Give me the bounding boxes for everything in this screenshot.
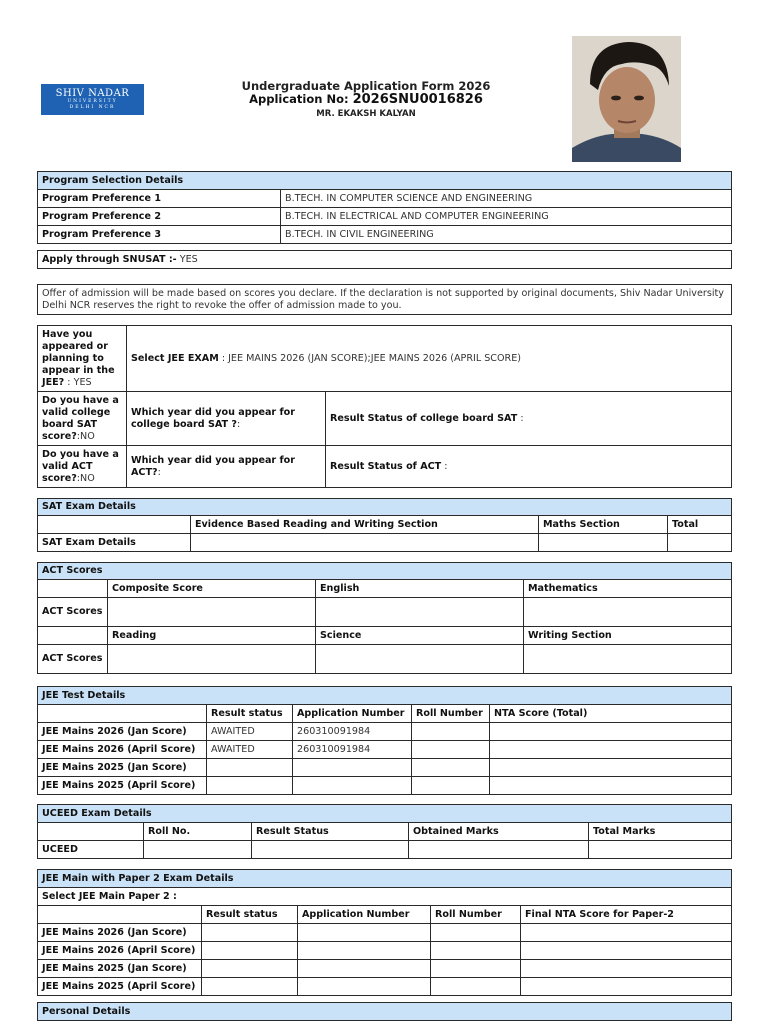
act-mathematics-value (524, 598, 732, 627)
sat-col-maths: Maths Section (539, 516, 668, 534)
jee-application-number: 260310091984 (293, 723, 412, 741)
jee-col-result: Result status (207, 705, 293, 723)
paper2-header-blank (38, 906, 202, 924)
uceed-row-label: UCEED (38, 841, 144, 859)
jee-col-application: Application Number (293, 705, 412, 723)
program-selection-table (37, 171, 732, 244)
table-row (38, 924, 732, 942)
jee-col-roll: Roll Number (412, 705, 490, 723)
uceed-header-blank (38, 823, 144, 841)
uceed-col-result: Result Status (252, 823, 409, 841)
uceed-col-obtained: Obtained Marks (409, 823, 589, 841)
uceed-section-header: UCEED Exam Details (38, 805, 732, 823)
act-writing-value (524, 645, 732, 674)
act-header-blank-2 (38, 627, 108, 645)
paper2-row-label: JEE Mains 2026 (Jan Score) (38, 924, 202, 942)
table-row (38, 741, 732, 759)
act-question-text: Do you have a valid ACT score? (42, 448, 119, 484)
jee-row-label: JEE Mains 2026 (Jan Score) (38, 723, 207, 741)
act-row-label-2: ACT Scores (38, 645, 108, 674)
paper2-row-label: JEE Mains 2026 (April Score) (38, 942, 202, 960)
notice-table (37, 284, 732, 315)
jee-result-status: AWAITED (207, 723, 293, 741)
jee-application-number (293, 759, 412, 777)
jee-row-label: JEE Mains 2025 (Jan Score) (38, 759, 207, 777)
uceed-total-value (589, 841, 732, 859)
paper2-row-label: JEE Mains 2025 (April Score) (38, 978, 202, 996)
jee-roll-number (412, 723, 490, 741)
jee-result-status (207, 759, 293, 777)
jee-result-status (207, 777, 293, 795)
jee-col-nta: NTA Score (Total) (490, 705, 732, 723)
personal-details-table (37, 1002, 732, 1021)
jee-section-header: JEE Test Details (38, 687, 732, 705)
program-preference-3-label: Program Preference 3 (38, 226, 281, 244)
application-number-label: Application No: (249, 92, 349, 106)
program-preference-1-label: Program Preference 1 (38, 190, 281, 208)
jee-exam-label: Select JEE EXAM (131, 352, 219, 364)
sat-question-text: Do you have a valid college board SAT score? (42, 394, 119, 442)
table-row (38, 759, 732, 777)
act-english-value (316, 598, 524, 627)
act-result-question (326, 446, 732, 488)
sat-col-total: Total (668, 516, 732, 534)
sat-question-answer: :NO (76, 430, 95, 442)
logo-line-3: DELHI NCR (69, 105, 116, 110)
act-header-blank-1 (38, 580, 108, 598)
paper2-col-application: Application Number (298, 906, 431, 924)
act-year-text: Which year did you appear for ACT? (131, 454, 295, 478)
snusat-label: Apply through SNUSAT :- (42, 253, 177, 265)
act-col-composite: Composite Score (108, 580, 316, 598)
paper2-col-nta: Final NTA Score for Paper-2 (521, 906, 732, 924)
jee-application-number (293, 777, 412, 795)
program-preference-2-value: B.TECH. IN ELECTRICAL AND COMPUTER ENGINEERING (281, 208, 732, 226)
jee-nta-score (490, 777, 732, 795)
jee-row-label: JEE Mains 2026 (April Score) (38, 741, 207, 759)
paper2-col-roll: Roll Number (431, 906, 521, 924)
act-year-answer: : (157, 466, 161, 478)
sat-row-label: SAT Exam Details (38, 534, 191, 552)
snusat-value: YES (176, 253, 198, 265)
uceed-obtained-value (409, 841, 589, 859)
act-result-answer: : (441, 460, 448, 472)
act-year-question (127, 446, 326, 488)
sat-result-text: Result Status of college board SAT (330, 412, 518, 424)
sat-ebrw-value (191, 534, 539, 552)
table-row (38, 723, 732, 741)
program-selection-header: Program Selection Details (38, 172, 732, 190)
paper2-select-label: Select JEE Main Paper 2 : (38, 888, 732, 906)
sat-details-table (37, 498, 732, 552)
act-composite-value (108, 598, 316, 627)
sat-header-blank (38, 516, 191, 534)
jee-result-status: AWAITED (207, 741, 293, 759)
logo-line-2: UNIVERSITY (67, 99, 118, 104)
jee-application-number: 260310091984 (293, 741, 412, 759)
application-number (200, 92, 532, 107)
act-science-value (316, 645, 524, 674)
act-scores-table (37, 562, 732, 674)
act-reading-value (108, 645, 316, 674)
program-preference-3-value: B.TECH. IN CIVIL ENGINEERING (281, 226, 732, 244)
jee-row-label: JEE Mains 2025 (April Score) (38, 777, 207, 795)
sat-question (38, 392, 127, 446)
jee-roll-number (412, 777, 490, 795)
jee-header-blank (38, 705, 207, 723)
sat-result-question (326, 392, 732, 446)
jee-exam-select (127, 326, 732, 392)
personal-section-header: Personal Details (38, 1003, 732, 1021)
jee-test-table (37, 686, 732, 795)
paper2-section-header: JEE Main with Paper 2 Exam Details (38, 870, 732, 888)
jee-roll-number (412, 741, 490, 759)
program-preference-1-value: B.TECH. IN COMPUTER SCIENCE AND ENGINEERING (281, 190, 732, 208)
program-preference-2-label: Program Preference 2 (38, 208, 281, 226)
jee-nta-score (490, 723, 732, 741)
table-row (38, 960, 732, 978)
snusat-table (37, 250, 732, 269)
act-col-mathematics: Mathematics (524, 580, 732, 598)
uceed-col-roll: Roll No. (144, 823, 252, 841)
sat-year-answer: : (237, 418, 241, 430)
paper2-col-result: Result status (202, 906, 298, 924)
logo-line-1: SHIV NADAR (55, 88, 130, 99)
sat-result-answer: : (517, 412, 524, 424)
sat-maths-value (539, 534, 668, 552)
sat-total-value (668, 534, 732, 552)
candidate-name: MR. EKAKSH KALYAN (316, 109, 416, 119)
sat-year-question (127, 392, 326, 446)
uceed-result-value (252, 841, 409, 859)
jee-roll-number (412, 759, 490, 777)
jee-exam-value: : JEE MAINS 2026 (JAN SCORE);JEE MAINS 2026 (APRIL SCORE) (218, 352, 522, 364)
jee-question (38, 326, 127, 392)
form-title: Undergraduate Application Form 2026 (241, 79, 491, 93)
act-col-english: English (316, 580, 524, 598)
uceed-col-total: Total Marks (589, 823, 732, 841)
act-row-label-1: ACT Scores (38, 598, 108, 627)
candidate-photo (572, 36, 681, 162)
table-row (38, 942, 732, 960)
admission-notice: Offer of admission will be made based on scores you declare. If the declaration is not supported by original documents, Shiv Nadar University Delhi NCR reserves the right to revoke the offer of admission made to you. (38, 285, 732, 315)
jee-nta-score (490, 759, 732, 777)
table-row (38, 777, 732, 795)
sat-section-header: SAT Exam Details (38, 499, 732, 516)
jee-nta-score (490, 741, 732, 759)
jee-question-answer: : YES (64, 376, 92, 388)
sat-year-text: Which year did you appear for college board SAT ? (131, 406, 295, 430)
uceed-table (37, 804, 732, 859)
table-row (38, 978, 732, 996)
sat-col-ebrw: Evidence Based Reading and Writing Section (191, 516, 539, 534)
act-result-text: Result Status of ACT (330, 460, 442, 472)
university-logo (41, 84, 144, 115)
jee-question-text: Have you appeared or planning to appear in the JEE? (42, 328, 115, 388)
application-number-value: 2026SNU0016826 (352, 92, 483, 107)
snusat-row (38, 251, 732, 269)
act-col-science: Science (316, 627, 524, 645)
act-col-writing: Writing Section (524, 627, 732, 645)
jee-paper2-table (37, 869, 732, 996)
act-question-answer: :NO (76, 472, 95, 484)
paper2-row-label: JEE Mains 2025 (Jan Score) (38, 960, 202, 978)
uceed-roll-value (144, 841, 252, 859)
act-question (38, 446, 127, 488)
act-section-header: ACT Scores (38, 563, 732, 580)
act-col-reading: Reading (108, 627, 316, 645)
exam-questions-table (37, 325, 732, 488)
